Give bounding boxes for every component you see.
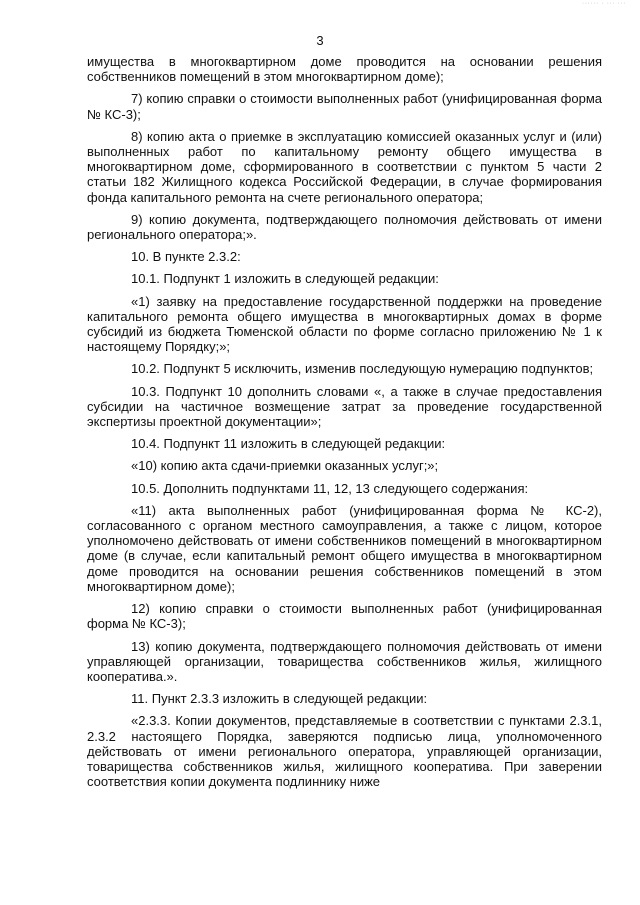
paragraph: 13) копию документа, подтверждающего полномочия действовать от имени управляющей организации, товарищества собственников жилья, жилищного кооператива.». [87, 638, 602, 684]
paragraph: «10) копию акта сдачи-приемки оказанных услуг;»; [131, 458, 439, 474]
paragraph: «2.3.3. Копии документов, представляемые в соответствии с пунктами 2.3.1, 2.3.2 настоящего Порядка, заверяются подписью лица, уполномоченного действовать от имени регионального оператора, управляющей организации, товарищества собственников жилья, жилищного кооператива. При заверении соответствия копии документа подлиннику ниже [87, 713, 602, 790]
paragraph: 7) копию справки о стоимости выполненных работ (унифицированная форма № КС-3); [87, 91, 602, 122]
paragraph: 10.4. Подпункт 11 изложить в следующей редакции: [131, 436, 446, 452]
paragraph: 10.1. Подпункт 1 изложить в следующей редакции: [131, 271, 439, 287]
paragraph: «1) заявку на предоставление государственной поддержки на проведение капитального ремонта общего имущества в многоквартирных домах в форме субсидий из бюджета Тюменской области по форме согласно приложению № 1 к настоящему Порядку;»; [87, 293, 602, 355]
paragraph: 10.5. Дополнить подпунктами 11, 12, 13 следующего содержания: [131, 480, 529, 496]
paragraph: «11) акта выполненных работ (унифицированная форма № КС-2), согласованного с органом местного самоуправления, а также с лицом, которое уполномочено действовать от имени собственников помещений в многоквартирном доме (в случае, если капитальный ремонт общего имущества в многоквартирном доме проводится на основании решения собственников помещений в этом многоквартирном доме); [87, 502, 602, 594]
paragraph: 10. В пункте 2.3.2: [131, 249, 241, 265]
paragraph: 12) копию справки о стоимости выполненных работ (унифицированная форма № КС-3); [87, 601, 602, 632]
corner-mark: ······ · ··· ··· [581, 0, 626, 7]
paragraph: 10.2. Подпункт 5 исключить, изменив последующую нумерацию подпунктов; [131, 361, 594, 377]
paragraph-continuation: имущества в многоквартирном доме проводится на основании решения собственников помещений в этом многоквартирном доме); [87, 54, 602, 85]
document-body [87, 54, 602, 796]
paragraph: 9) копию документа, подтверждающего полномочия действовать от имени регионального оператора;». [87, 211, 602, 243]
page-number: 3 [316, 33, 324, 48]
paragraph: 10.3. Подпункт 10 дополнить словами «, а также в случае предоставления субсидии на частичное возмещение затрат за проведение государственной экспертизы проектной документации»; [87, 383, 602, 430]
paragraph: 11. Пункт 2.3.3 изложить в следующей редакции: [131, 691, 428, 707]
paragraph: 8) копию акта о приемке в эксплуатацию комиссией оказанных услуг и (или) выполненных работ по капитальному ремонту общего имущества в многоквартирном доме, сформированного в соответствии с пунктом 5 части 2 статьи 182 Жилищного кодекса Российской Федерации, в случае формирования фонда капитального ремонта на счете регионального оператора; [87, 128, 602, 205]
